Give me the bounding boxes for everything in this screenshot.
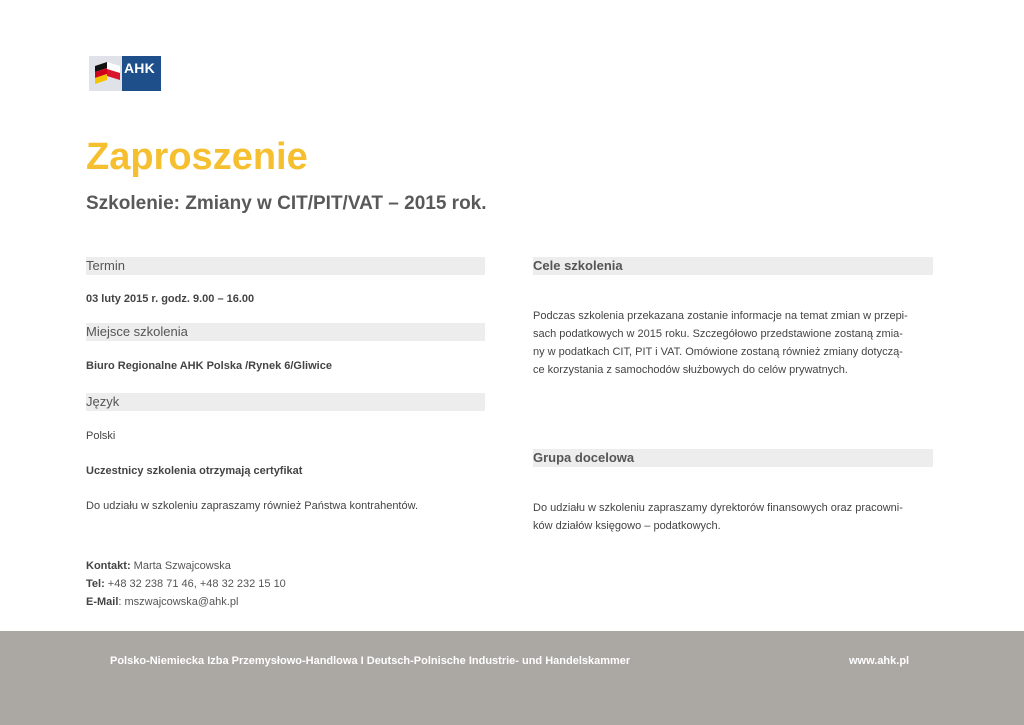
- cele-heading: Cele szkolenia: [533, 257, 933, 275]
- grupa-text: [533, 499, 903, 535]
- jezyk-value: Polski: [86, 430, 116, 442]
- miejsce-heading: Miejsce szkolenia: [86, 323, 485, 341]
- page-subtitle: Szkolenie: Zmiany w CIT/PIT/VAT – 2015 rok.: [86, 193, 487, 214]
- email-value: : mszwajcowska@ahk.pl: [118, 596, 239, 608]
- miejsce-value: Biuro Regionalne AHK Polska /Rynek 6/Gliwice: [86, 360, 332, 372]
- flag-icon: [89, 56, 123, 91]
- kontakt-label: Kontakt:: [86, 560, 131, 572]
- page-title: Zaproszenie: [86, 136, 308, 178]
- certyfikat-note: Uczestnicy szkolenia otrzymają certyfikat: [86, 465, 303, 477]
- contact-phone: [86, 575, 286, 593]
- cele-line: ce korzystania z samochodów służbowych do celów prywatnych.: [533, 364, 848, 376]
- logo-box: [122, 56, 161, 91]
- termin-heading: Termin: [86, 257, 485, 275]
- contact-person: [86, 557, 286, 575]
- contact-block: [86, 557, 286, 611]
- tel-value: +48 32 238 71 46, +48 32 232 15 10: [104, 578, 286, 590]
- footer-org: Polsko-Niemiecka Izba Przemysłowo-Handlowa I Deutsch-Polnische Industrie- und Handelskammer: [110, 655, 631, 667]
- cele-line: sach podatkowych w 2015 roku. Szczegółowo przedstawione zostaną zmia-: [533, 328, 903, 340]
- email-label: E-Mail: [86, 596, 119, 608]
- termin-value: 03 luty 2015 r. godz. 9.00 – 16.00: [86, 293, 255, 305]
- kontakt-value: Marta Szwajcowska: [130, 560, 231, 572]
- cele-line: ny w podatkach CIT, PIT i VAT. Omówione zostaną również zmiany dotyczą-: [533, 346, 903, 358]
- cele-text: [533, 307, 908, 379]
- grupa-line: Do udziału w szkoleniu zapraszamy dyrektorów finansowych oraz pracowni-: [533, 502, 903, 514]
- jezyk-heading: Język: [86, 393, 485, 411]
- cele-line: Podczas szkolenia przekazana zostanie informacje na temat zmian w przepi-: [533, 310, 908, 322]
- kontrahenci-note: Do udziału w szkoleniu zapraszamy również Państwa kontrahentów.: [86, 500, 418, 512]
- tel-label: Tel:: [86, 578, 105, 590]
- grupa-line: ków działów księgowo – podatkowych.: [533, 520, 721, 532]
- contact-email: [86, 593, 286, 611]
- footer-url[interactable]: www.ahk.pl: [849, 655, 910, 667]
- footer-bar: [0, 631, 1024, 725]
- grupa-heading: Grupa docelowa: [533, 449, 933, 467]
- logo-text: AHK: [124, 60, 155, 76]
- ahk-logo: [89, 56, 161, 91]
